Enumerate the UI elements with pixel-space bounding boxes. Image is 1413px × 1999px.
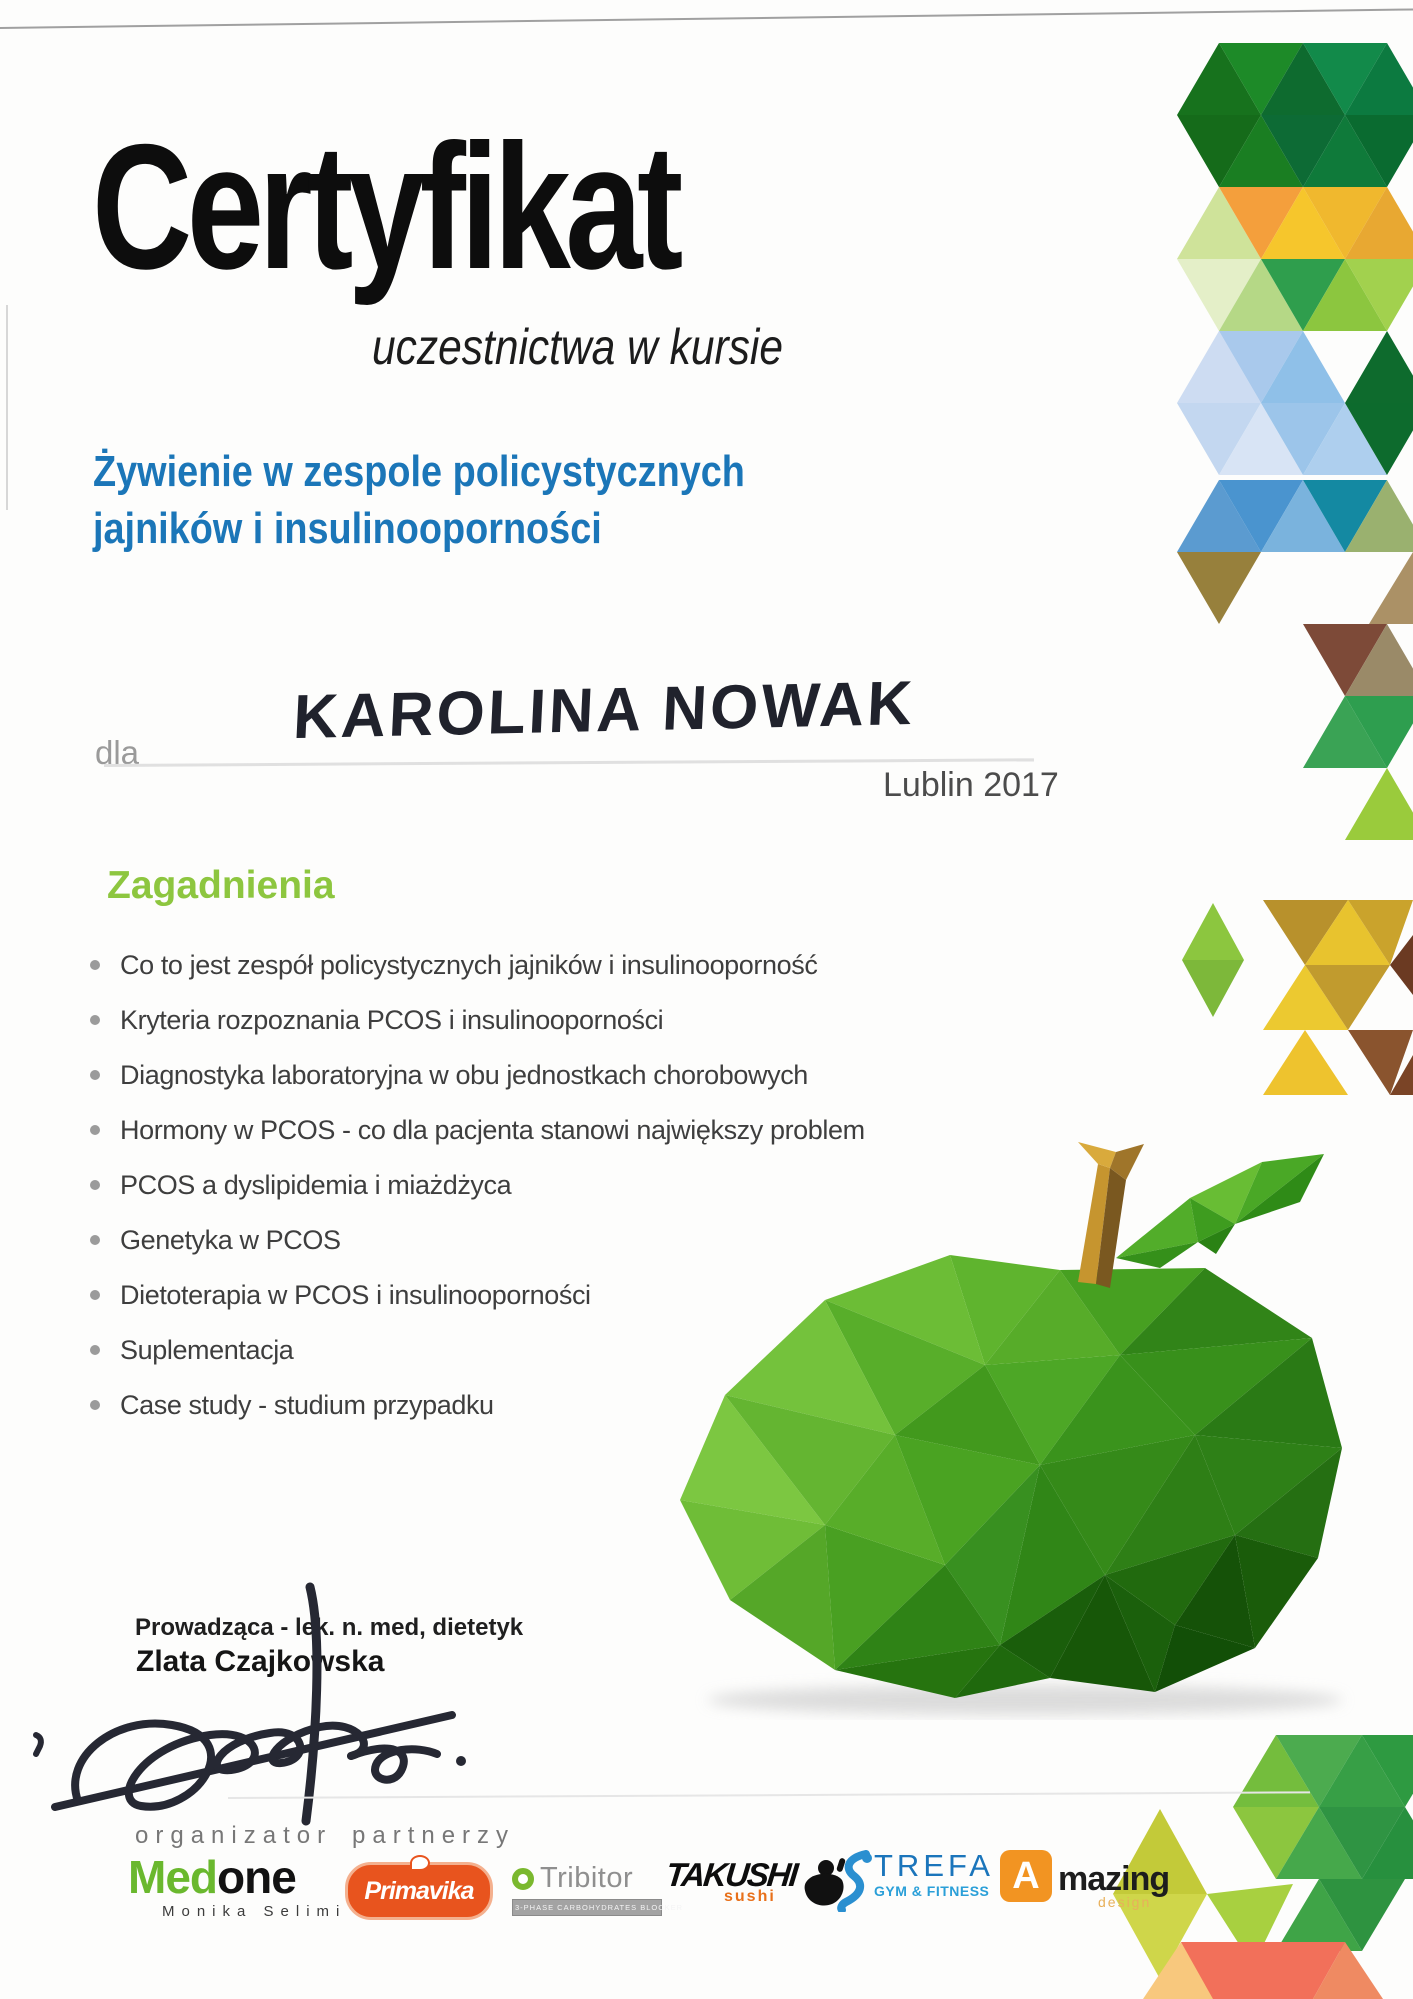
list-item — [90, 1223, 1010, 1257]
primavika-logo — [345, 1862, 493, 1920]
medone-name-green: Med — [128, 1851, 217, 1903]
strefa-name: TREFA — [874, 1848, 994, 1883]
medone-logo — [128, 1851, 347, 1920]
takushi-logo — [666, 1856, 848, 1912]
bullet-icon — [90, 1015, 100, 1025]
takushi-subtext: sushi — [724, 1888, 776, 1905]
bullet-icon — [90, 1400, 100, 1410]
list-item — [90, 1278, 1010, 1312]
bullet-icon — [90, 960, 100, 970]
partners-label: partnerzy — [352, 1822, 516, 1849]
bullet-icon — [90, 1290, 100, 1300]
course-title-line1: Żywienie w zespole policystycznych — [93, 447, 745, 496]
course-title — [93, 443, 745, 557]
lecturer-name: Zlata Czajkowska — [136, 1645, 385, 1678]
medone-name-black: one — [217, 1851, 296, 1903]
page-subtitle: uczestnictwa w kursie — [372, 319, 783, 375]
strefa-wordmark — [874, 1850, 994, 1899]
topics-list — [90, 948, 1010, 1443]
topic-text: Hormony w PCOS - co dla pacjenta stanowi największy problem — [120, 1115, 865, 1145]
list-item — [90, 1168, 1010, 1202]
topic-text: Suplementacja — [120, 1335, 294, 1365]
organizer-label: organizator — [135, 1822, 333, 1849]
for-label: dla — [95, 734, 140, 771]
recipient-name: KAROLINA NOWAK — [291, 668, 917, 753]
topic-text: Kryteria rozpoznania PCOS i insulinooporności — [120, 1005, 664, 1035]
bullet-icon — [90, 1345, 100, 1355]
page-title: Certyfikat — [92, 107, 678, 306]
bullet-icon — [90, 1125, 100, 1135]
amazing-wordmark: mazing — [1058, 1860, 1170, 1898]
course-title-line2: jajników i insulinooporności — [93, 504, 602, 553]
medone-wordmark — [128, 1851, 346, 1903]
triangle-mosaic-middle — [1173, 480, 1413, 900]
topic-text: Dietoterapia w PCOS i insulinooporności — [120, 1280, 591, 1310]
topic-text: Diagnostyka laboratoryjna w obu jednostkach chorobowych — [120, 1060, 808, 1090]
triangle-mosaic-yellow — [1168, 895, 1413, 1100]
list-item — [90, 1388, 1010, 1422]
strefa-logo — [836, 1850, 994, 1912]
list-item — [90, 1333, 1010, 1367]
swirl-o-icon — [512, 1868, 534, 1890]
scan-artifact-scratch — [6, 305, 8, 510]
list-item — [90, 1058, 1010, 1092]
place-year: Lublin 2017 — [883, 766, 1059, 804]
topic-text: Co to jest zespół policystycznych jajników i insulinooporność — [120, 950, 818, 980]
topic-text: Genetyka w PCOS — [120, 1225, 341, 1255]
tribitor-tagline: 3-PHASE CARBOHYDRATES BLOCKER — [512, 1899, 662, 1916]
list-item — [90, 1003, 1010, 1037]
leaf-icon — [410, 1855, 430, 1871]
lecturer-title: Prowadząca - lek. n. med, dietetyk — [135, 1614, 524, 1641]
takushi-wordmark: TAKUSHI — [664, 1856, 799, 1893]
list-item — [90, 948, 1010, 982]
bullet-icon — [90, 1070, 100, 1080]
scan-artifact-line — [0, 8, 1413, 29]
amazing-subtext: design — [1098, 1894, 1152, 1910]
amazing-a-badge: A — [1000, 1850, 1052, 1902]
topic-text: PCOS a dyslipidemia i miażdżyca — [120, 1170, 512, 1200]
triangle-mosaic-top — [1173, 35, 1413, 480]
amazing-logo — [1000, 1850, 1170, 1910]
strefa-subtext: GYM & FITNESS — [874, 1883, 990, 1899]
primavika-wordmark: Primavika — [364, 1876, 474, 1905]
topics-heading: Zagadnienia — [107, 864, 335, 907]
strefa-s-icon — [836, 1850, 872, 1912]
bullet-icon — [90, 1180, 100, 1190]
bullet-icon — [90, 1235, 100, 1245]
tribitor-logo — [512, 1862, 684, 1916]
tribitor-name: Tribitor — [540, 1862, 634, 1894]
list-item — [90, 1113, 1010, 1147]
medone-subtext: Monika Selimi — [162, 1903, 347, 1920]
tribitor-wordmark — [512, 1862, 662, 1895]
topic-text: Case study - studium przypadku — [120, 1390, 494, 1420]
